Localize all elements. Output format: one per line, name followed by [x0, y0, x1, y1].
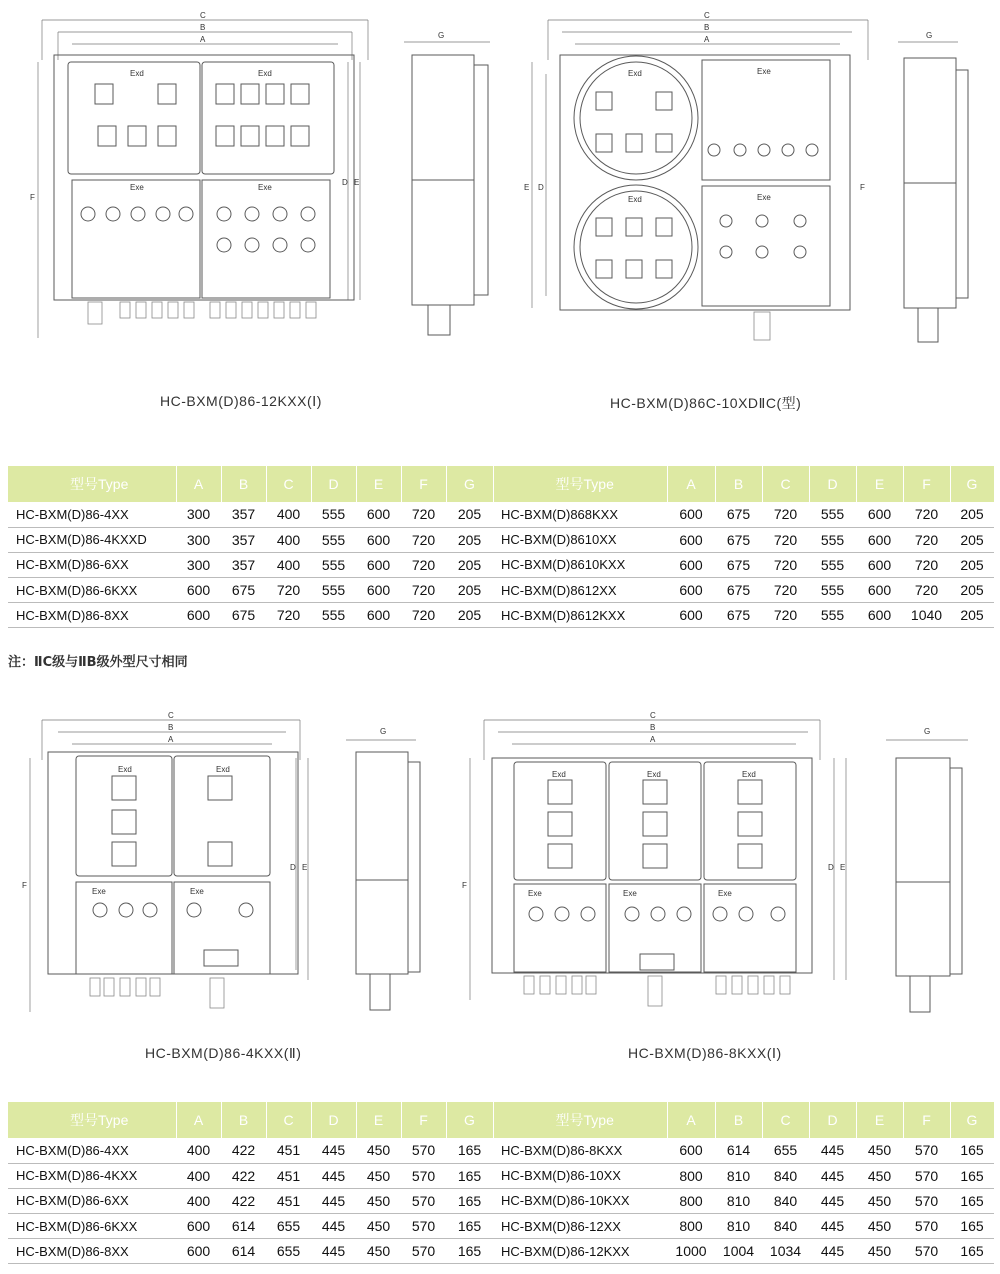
- value-cell: 720: [266, 603, 311, 628]
- table-row: [8, 1188, 994, 1213]
- value-cell: 205: [446, 502, 493, 527]
- table-row: [8, 1214, 994, 1239]
- value-cell: 400: [176, 1163, 221, 1188]
- value-cell: 450: [856, 1214, 903, 1239]
- spec-table-1: [8, 466, 995, 628]
- value-cell: 675: [221, 578, 266, 603]
- value-cell: 570: [903, 1188, 950, 1213]
- col-header-type: 型号Type: [493, 466, 667, 502]
- value-cell: 600: [667, 603, 715, 628]
- value-cell: 570: [903, 1138, 950, 1163]
- dim-d-label: D: [538, 183, 544, 192]
- drawing-caption-top-right: HC-BXM(D)86C-10XDⅡC(型): [610, 395, 802, 411]
- value-cell: 445: [809, 1214, 856, 1239]
- value-cell: 205: [446, 527, 493, 552]
- dim-b-label: B: [200, 23, 206, 32]
- exe-label-1: Exe: [757, 67, 771, 76]
- model-cell: HC-BXM(D)86-8XX: [8, 1239, 176, 1264]
- value-cell: 600: [176, 578, 221, 603]
- col-header-e: E: [856, 1102, 903, 1138]
- value-cell: 165: [950, 1239, 994, 1264]
- exe-label-2: Exe: [190, 887, 204, 896]
- dim-g-label: G: [924, 727, 931, 736]
- value-cell: 675: [715, 502, 762, 527]
- drawing-caption-top-left: HC-BXM(D)86-12KXX(Ⅰ): [160, 393, 322, 409]
- value-cell: 600: [856, 578, 903, 603]
- value-cell: 675: [715, 603, 762, 628]
- value-cell: 165: [446, 1214, 493, 1239]
- value-cell: 400: [176, 1188, 221, 1213]
- value-cell: 600: [356, 527, 401, 552]
- col-header-d: D: [311, 466, 356, 502]
- value-cell: 614: [221, 1214, 266, 1239]
- value-cell: 357: [221, 527, 266, 552]
- value-cell: 840: [762, 1163, 809, 1188]
- col-header-f: F: [401, 1102, 446, 1138]
- value-cell: 570: [401, 1188, 446, 1213]
- value-cell: 451: [266, 1188, 311, 1213]
- col-header-d: D: [809, 1102, 856, 1138]
- model-cell: HC-BXM(D)86-12KXX: [493, 1239, 667, 1264]
- value-cell: 675: [715, 552, 762, 577]
- value-cell: 600: [856, 527, 903, 552]
- value-cell: 165: [950, 1163, 994, 1188]
- value-cell: 720: [762, 502, 809, 527]
- spec-table-2: [8, 1102, 995, 1264]
- exd-label-2: Exd: [216, 765, 230, 774]
- value-cell: 165: [950, 1214, 994, 1239]
- indicator-lamps: [529, 907, 785, 921]
- value-cell: 600: [356, 603, 401, 628]
- value-cell: 555: [809, 527, 856, 552]
- model-cell: HC-BXM(D)86-12XX: [493, 1214, 667, 1239]
- exd-label-1: Exd: [552, 770, 566, 779]
- dim-a-label: A: [168, 735, 174, 744]
- value-cell: 600: [667, 578, 715, 603]
- value-cell: 810: [715, 1163, 762, 1188]
- col-header-g: G: [950, 1102, 994, 1138]
- dim-b-label: B: [168, 723, 174, 732]
- value-cell: 600: [176, 603, 221, 628]
- value-cell: 555: [809, 578, 856, 603]
- value-cell: 675: [715, 527, 762, 552]
- value-cell: 570: [903, 1214, 950, 1239]
- side-view: [896, 758, 962, 1012]
- value-cell: 165: [950, 1188, 994, 1213]
- exd-label-3: Exd: [742, 770, 756, 779]
- table-body: [8, 502, 994, 628]
- value-cell: 205: [950, 552, 994, 577]
- value-cell: 720: [401, 578, 446, 603]
- model-cell: HC-BXM(D)86-8KXX: [493, 1138, 667, 1163]
- dim-c-label: C: [704, 11, 710, 20]
- col-header-g: G: [446, 466, 493, 502]
- model-cell: HC-BXM(D)8610KXX: [493, 552, 667, 577]
- col-header-c: C: [762, 466, 809, 502]
- value-cell: 720: [762, 578, 809, 603]
- value-cell: 555: [809, 552, 856, 577]
- col-header-c: C: [266, 466, 311, 502]
- value-cell: 810: [715, 1188, 762, 1213]
- col-header-a: A: [667, 1102, 715, 1138]
- col-header-b: B: [221, 466, 266, 502]
- value-cell: 600: [667, 527, 715, 552]
- value-cell: 300: [176, 552, 221, 577]
- value-cell: 445: [809, 1188, 856, 1213]
- value-cell: 720: [903, 552, 950, 577]
- dim-d-label: D: [828, 863, 834, 872]
- drawing-caption-bottom-right: HC-BXM(D)86-8KXX(Ⅰ): [628, 1045, 782, 1061]
- col-header-c: C: [266, 1102, 311, 1138]
- exe-box-1: [702, 60, 830, 180]
- dim-e-label: E: [840, 863, 846, 872]
- value-cell: 810: [715, 1214, 762, 1239]
- col-header-f: F: [401, 466, 446, 502]
- exe-box-2: [702, 186, 830, 306]
- dim-g-label: G: [380, 727, 387, 736]
- value-cell: 555: [311, 502, 356, 527]
- dim-d-label: D: [342, 178, 348, 187]
- dim-c-label: C: [168, 711, 174, 720]
- value-cell: 600: [176, 1239, 221, 1264]
- dim-f-label: F: [860, 183, 865, 192]
- value-cell: 600: [856, 502, 903, 527]
- col-header-b: B: [715, 1102, 762, 1138]
- col-header-d: D: [311, 1102, 356, 1138]
- cable-glands: [524, 976, 790, 1006]
- dim-e-label: E: [524, 183, 530, 192]
- value-cell: 422: [221, 1163, 266, 1188]
- col-header-a: A: [667, 466, 715, 502]
- value-cell: 400: [266, 502, 311, 527]
- dim-e-label: E: [354, 178, 360, 187]
- value-cell: 570: [903, 1163, 950, 1188]
- value-cell: 445: [311, 1138, 356, 1163]
- value-cell: 165: [446, 1138, 493, 1163]
- enclosure-outline: [560, 55, 850, 310]
- dim-e-label: E: [302, 863, 308, 872]
- table-header-row: [8, 1102, 994, 1138]
- model-cell: HC-BXM(D)86-6XX: [8, 1188, 176, 1213]
- value-cell: 600: [667, 502, 715, 527]
- exe-label-2: Exe: [258, 183, 272, 192]
- table-row: [8, 1239, 994, 1264]
- value-cell: 840: [762, 1214, 809, 1239]
- value-cell: 1000: [667, 1239, 715, 1264]
- value-cell: 451: [266, 1163, 311, 1188]
- dim-g-label: G: [926, 31, 933, 40]
- value-cell: 445: [311, 1163, 356, 1188]
- value-cell: 400: [266, 552, 311, 577]
- value-cell: 800: [667, 1188, 715, 1213]
- model-cell: HC-BXM(D)86-10KXX: [493, 1188, 667, 1213]
- value-cell: 1034: [762, 1239, 809, 1264]
- exe-label-1: Exe: [528, 889, 542, 898]
- value-cell: 555: [311, 603, 356, 628]
- value-cell: 205: [950, 578, 994, 603]
- side-view: [904, 58, 968, 342]
- value-cell: 205: [950, 527, 994, 552]
- exe-label-1: Exe: [92, 887, 106, 896]
- table-row: [8, 527, 994, 552]
- exe-label-3: Exe: [718, 889, 732, 898]
- value-cell: 655: [266, 1214, 311, 1239]
- exd-label-2: Exd: [258, 69, 272, 78]
- dim-c-label: C: [650, 711, 656, 720]
- value-cell: 445: [311, 1188, 356, 1213]
- value-cell: 165: [446, 1163, 493, 1188]
- model-cell: HC-BXM(D)86-4XX: [8, 1138, 176, 1163]
- value-cell: 800: [667, 1214, 715, 1239]
- col-header-a: A: [176, 1102, 221, 1138]
- value-cell: 300: [176, 502, 221, 527]
- col-header-g: G: [950, 466, 994, 502]
- value-cell: 720: [903, 502, 950, 527]
- exe-label-2: Exe: [757, 193, 771, 202]
- value-cell: 720: [401, 502, 446, 527]
- value-cell: 800: [667, 1163, 715, 1188]
- model-cell: HC-BXM(D)868KXX: [493, 502, 667, 527]
- dim-a-label: A: [200, 35, 206, 44]
- value-cell: 450: [856, 1239, 903, 1264]
- value-cell: 450: [356, 1163, 401, 1188]
- value-cell: 450: [356, 1138, 401, 1163]
- value-cell: 357: [221, 552, 266, 577]
- dim-a-label: A: [650, 735, 656, 744]
- value-cell: 600: [356, 552, 401, 577]
- value-cell: 555: [809, 603, 856, 628]
- switch-icons: [548, 780, 762, 868]
- value-cell: 720: [401, 603, 446, 628]
- value-cell: 205: [950, 603, 994, 628]
- model-cell: HC-BXM(D)86-6KXX: [8, 1214, 176, 1239]
- value-cell: 445: [809, 1163, 856, 1188]
- col-header-b: B: [221, 1102, 266, 1138]
- value-cell: 720: [762, 603, 809, 628]
- value-cell: 655: [266, 1239, 311, 1264]
- enclosure-outline: [492, 758, 812, 973]
- model-cell: HC-BXM(D)8610XX: [493, 527, 667, 552]
- value-cell: 570: [401, 1163, 446, 1188]
- value-cell: 614: [715, 1138, 762, 1163]
- col-header-e: E: [356, 466, 401, 502]
- value-cell: 450: [856, 1138, 903, 1163]
- exd-label-1: Exd: [628, 69, 642, 78]
- value-cell: 205: [446, 603, 493, 628]
- value-cell: 675: [715, 578, 762, 603]
- table-row: [8, 603, 994, 628]
- value-cell: 450: [356, 1188, 401, 1213]
- dim-b-label: B: [650, 723, 656, 732]
- col-header-d: D: [809, 466, 856, 502]
- col-header-e: E: [856, 466, 903, 502]
- value-cell: 600: [356, 502, 401, 527]
- exd-label-1: Exd: [130, 69, 144, 78]
- value-cell: 451: [266, 1138, 311, 1163]
- value-cell: 400: [176, 1138, 221, 1163]
- table-row: [8, 502, 994, 527]
- table-row: [8, 1163, 994, 1188]
- value-cell: 400: [266, 527, 311, 552]
- table-row: [8, 1138, 994, 1163]
- value-cell: 675: [221, 603, 266, 628]
- value-cell: 205: [446, 552, 493, 577]
- value-cell: 1040: [903, 603, 950, 628]
- value-cell: 555: [311, 578, 356, 603]
- value-cell: 422: [221, 1138, 266, 1163]
- value-cell: 205: [446, 578, 493, 603]
- col-header-f: F: [903, 466, 950, 502]
- drawing-caption-bottom-left: HC-BXM(D)86-4KXX(Ⅱ): [145, 1045, 302, 1061]
- col-header-type: 型号Type: [493, 1102, 667, 1138]
- table-row: [8, 552, 994, 577]
- col-header-g: G: [446, 1102, 493, 1138]
- table-body: [8, 1138, 994, 1264]
- exd-label-2: Exd: [647, 770, 661, 779]
- value-cell: 450: [856, 1163, 903, 1188]
- value-cell: 614: [221, 1239, 266, 1264]
- value-cell: 655: [762, 1138, 809, 1163]
- value-cell: 1004: [715, 1239, 762, 1264]
- value-cell: 570: [401, 1214, 446, 1239]
- meter-window: [640, 954, 674, 970]
- model-cell: HC-BXM(D)86-4XX: [8, 502, 176, 527]
- value-cell: 357: [221, 502, 266, 527]
- exd-label-1: Exd: [118, 765, 132, 774]
- model-cell: HC-BXM(D)86-6KXX: [8, 578, 176, 603]
- exe-label-2: Exe: [623, 889, 637, 898]
- exd-label-2: Exd: [628, 195, 642, 204]
- value-cell: 720: [401, 527, 446, 552]
- value-cell: 422: [221, 1188, 266, 1213]
- value-cell: 600: [176, 1214, 221, 1239]
- col-header-e: E: [356, 1102, 401, 1138]
- exe-label-1: Exe: [130, 183, 144, 192]
- col-header-b: B: [715, 466, 762, 502]
- dim-f-label: F: [30, 193, 35, 202]
- dim-f-label: F: [22, 881, 27, 890]
- model-cell: HC-BXM(D)86-4KXX: [8, 1163, 176, 1188]
- value-cell: 205: [950, 502, 994, 527]
- value-cell: 720: [903, 578, 950, 603]
- value-cell: 445: [311, 1239, 356, 1264]
- table-header-row: [8, 466, 994, 502]
- value-cell: 720: [266, 578, 311, 603]
- dim-d-label: D: [290, 863, 296, 872]
- value-cell: 570: [401, 1138, 446, 1163]
- model-cell: HC-BXM(D)86-10XX: [493, 1163, 667, 1188]
- value-cell: 600: [356, 578, 401, 603]
- value-cell: 720: [401, 552, 446, 577]
- model-cell: HC-BXM(D)86-8XX: [8, 603, 176, 628]
- note-text: 注：ⅡC级与ⅡB级外型尺寸相同: [8, 655, 188, 670]
- value-cell: 450: [356, 1239, 401, 1264]
- value-cell: 445: [809, 1138, 856, 1163]
- value-cell: 450: [856, 1188, 903, 1213]
- col-header-f: F: [903, 1102, 950, 1138]
- drawing-top-right: [0, 0, 1000, 420]
- model-cell: HC-BXM(D)8612KXX: [493, 603, 667, 628]
- dim-b-label: B: [704, 23, 710, 32]
- value-cell: 445: [311, 1214, 356, 1239]
- value-cell: 555: [311, 552, 356, 577]
- table-row: [8, 578, 994, 603]
- model-cell: HC-BXM(D)86-4KXXD: [8, 527, 176, 552]
- value-cell: 840: [762, 1188, 809, 1213]
- value-cell: 600: [856, 603, 903, 628]
- dim-c-label: C: [200, 11, 206, 20]
- value-cell: 720: [762, 527, 809, 552]
- value-cell: 720: [762, 552, 809, 577]
- value-cell: 165: [446, 1188, 493, 1213]
- col-header-a: A: [176, 466, 221, 502]
- value-cell: 570: [401, 1239, 446, 1264]
- value-cell: 555: [311, 527, 356, 552]
- col-header-c: C: [762, 1102, 809, 1138]
- model-cell: HC-BXM(D)8612XX: [493, 578, 667, 603]
- value-cell: 600: [856, 552, 903, 577]
- value-cell: 450: [356, 1214, 401, 1239]
- col-header-type: 型号Type: [8, 466, 176, 502]
- col-header-type: 型号Type: [8, 1102, 176, 1138]
- dim-a-label: A: [704, 35, 710, 44]
- value-cell: 720: [903, 527, 950, 552]
- model-cell: HC-BXM(D)86-6XX: [8, 552, 176, 577]
- value-cell: 165: [950, 1138, 994, 1163]
- value-cell: 600: [667, 552, 715, 577]
- value-cell: 300: [176, 527, 221, 552]
- cable-glands: [754, 312, 770, 340]
- dim-g-label: G: [438, 31, 445, 40]
- value-cell: 600: [667, 1138, 715, 1163]
- value-cell: 445: [809, 1239, 856, 1264]
- value-cell: 555: [809, 502, 856, 527]
- value-cell: 570: [903, 1239, 950, 1264]
- dim-f-label: F: [462, 881, 467, 890]
- value-cell: 165: [446, 1239, 493, 1264]
